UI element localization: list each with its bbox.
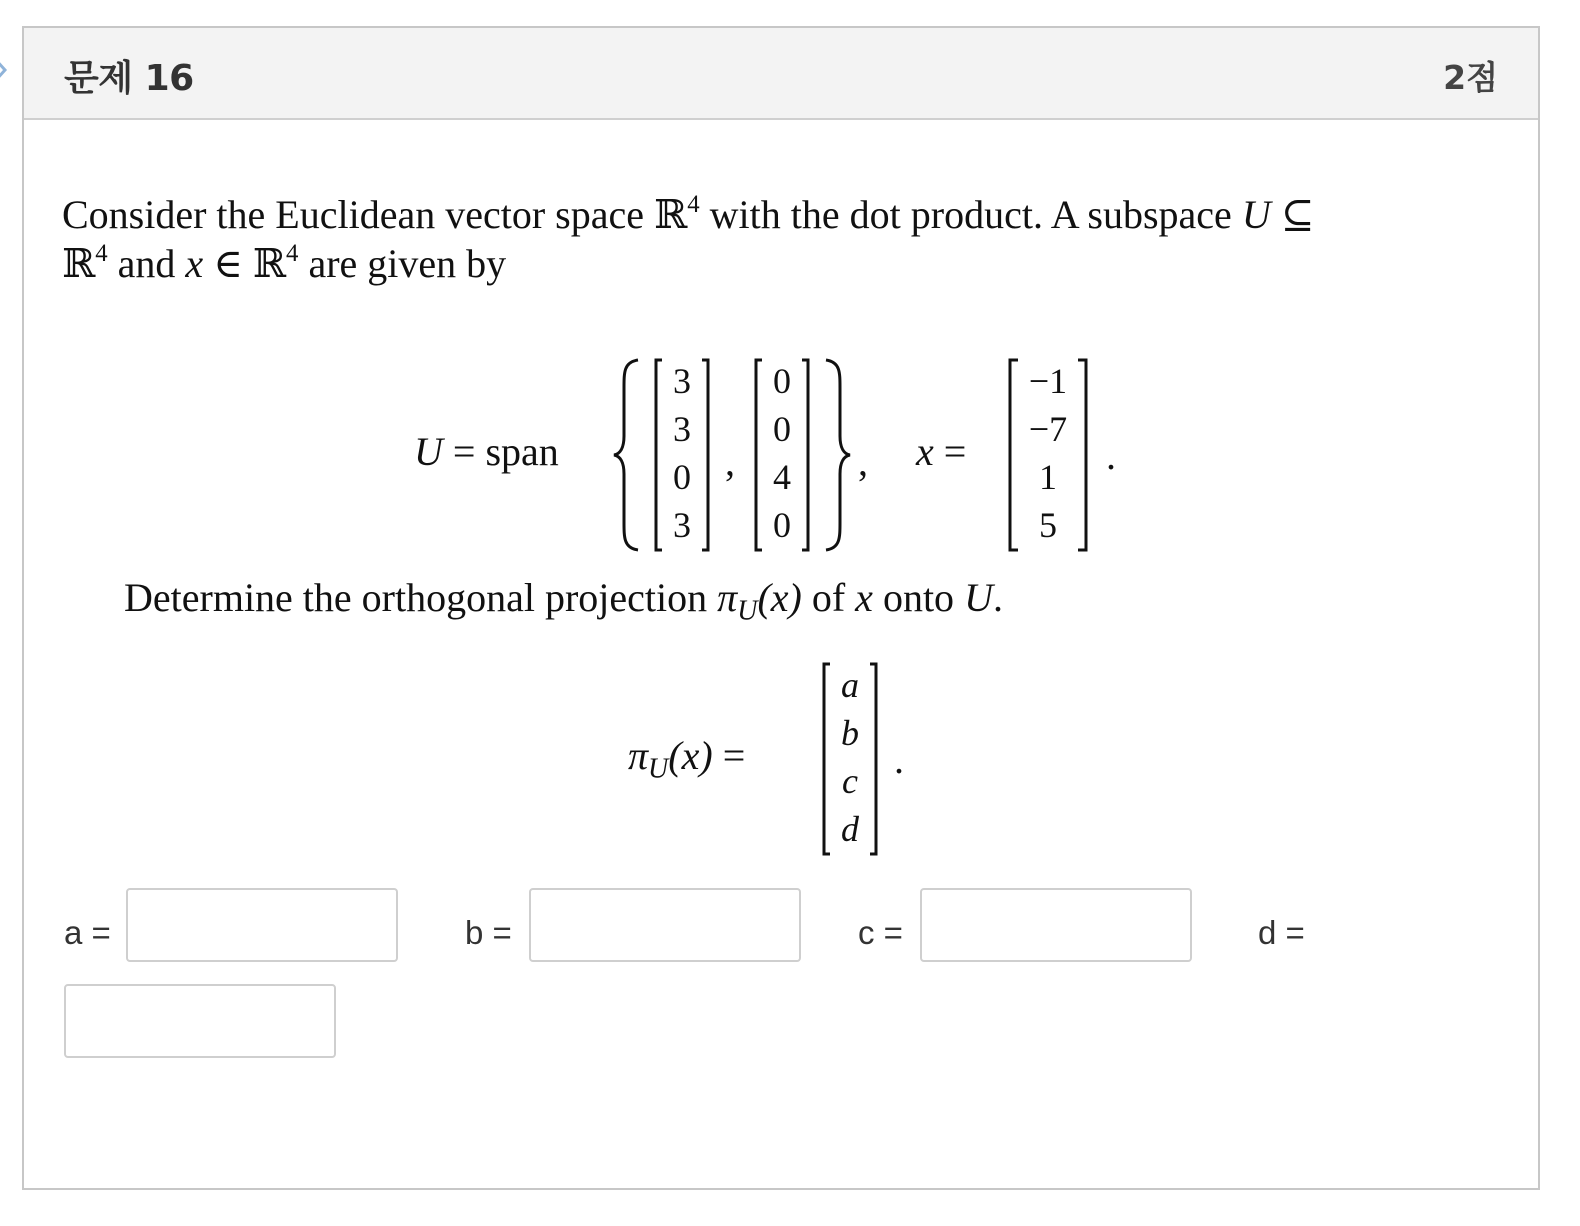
period: . (992, 575, 1003, 620)
vector-u1 (659, 357, 705, 549)
projection-equation (628, 656, 948, 856)
vector-entry: 3 (673, 409, 691, 449)
answer-c-input[interactable] (920, 888, 1192, 962)
span-word: span (485, 429, 559, 474)
vector-entry: 0 (673, 457, 691, 497)
vector-entry: 0 (773, 361, 791, 401)
vector-entry: d (841, 809, 859, 849)
period: . (894, 737, 904, 782)
left-brace-icon (612, 358, 642, 552)
subspace-symbol: U (964, 575, 993, 620)
chevron-right-icon (0, 56, 8, 84)
dimension-exponent: 4 (95, 239, 108, 267)
subseteq-symbol: ⊆ (1280, 192, 1315, 237)
equals-sign: = (452, 429, 476, 474)
element-of-symbol: ∈ (213, 241, 243, 286)
vector-entry: 3 (673, 505, 691, 545)
problem-line2-end: are given by (298, 241, 507, 286)
answer-d-input[interactable] (64, 984, 336, 1058)
vector-entry: −1 (1028, 361, 1068, 401)
right-brace-icon (822, 358, 852, 552)
problem-line1-middle: with the dot product. A subspace (699, 192, 1242, 237)
projection-argument: (x) (668, 733, 713, 778)
vector-entry: 3 (673, 361, 691, 401)
answer-d-label: d = (1258, 914, 1305, 951)
question-points: 2점 (1443, 58, 1498, 97)
subspace-symbol: U (414, 429, 443, 474)
real-numbers-symbol: ℝ (62, 241, 96, 286)
real-numbers-symbol: ℝ (252, 241, 287, 286)
vector-entry: 0 (773, 409, 791, 449)
problem-line1-start: Consider the Euclidean vector space (62, 192, 654, 237)
projection-pi: π (628, 733, 649, 778)
comma: , (858, 439, 868, 484)
equals-sign: = (943, 429, 967, 474)
vector-entry: 0 (773, 505, 791, 545)
period: . (1106, 433, 1116, 478)
vector-entry: 4 (773, 457, 791, 497)
equals-sign: = (722, 733, 746, 778)
answer-a-input[interactable] (126, 888, 398, 962)
vector-entry: −7 (1028, 409, 1068, 449)
answer-b-label: b = (465, 914, 512, 951)
vector-entry: b (841, 713, 859, 753)
dimension-exponent: 4 (687, 190, 700, 218)
vector-entry: 5 (1039, 505, 1057, 545)
vector-entry: c (842, 761, 858, 801)
statement-of: of (801, 575, 856, 620)
answer-a-label: a = (64, 914, 111, 951)
vector-x (1014, 357, 1082, 549)
answer-c-label: c = (858, 914, 903, 951)
problem-line2-and: and (107, 241, 186, 286)
problem-text (62, 190, 1462, 288)
comma: , (725, 439, 735, 484)
statement-start: Determine the orthogonal projection (124, 575, 718, 620)
subspace-symbol: U (1241, 192, 1271, 237)
projection-lhs (628, 732, 746, 785)
real-numbers-symbol: ℝ (654, 192, 688, 237)
statement-onto: onto (872, 575, 965, 620)
span-equation (414, 352, 1134, 552)
vector-u2 (759, 357, 805, 549)
vector-entry: a (841, 665, 859, 705)
question-header (24, 28, 1538, 120)
vector-x-symbol: x (855, 575, 873, 620)
task-statement (124, 574, 1003, 627)
span-lhs (414, 428, 559, 475)
projection-argument: (x) (757, 575, 802, 620)
vector-x-symbol: x (185, 241, 204, 286)
vector-x-symbol: x (916, 429, 934, 474)
projection-subscript: U (737, 595, 758, 627)
vector-entry: 1 (1039, 457, 1057, 497)
dimension-exponent: 4 (286, 239, 299, 267)
projection-pi: π (717, 575, 738, 620)
x-lhs (916, 428, 966, 475)
projection-subscript: U (648, 753, 669, 785)
result-vector (827, 661, 873, 853)
answer-b-input[interactable] (529, 888, 801, 962)
question-title: 문제 16 (64, 58, 194, 99)
